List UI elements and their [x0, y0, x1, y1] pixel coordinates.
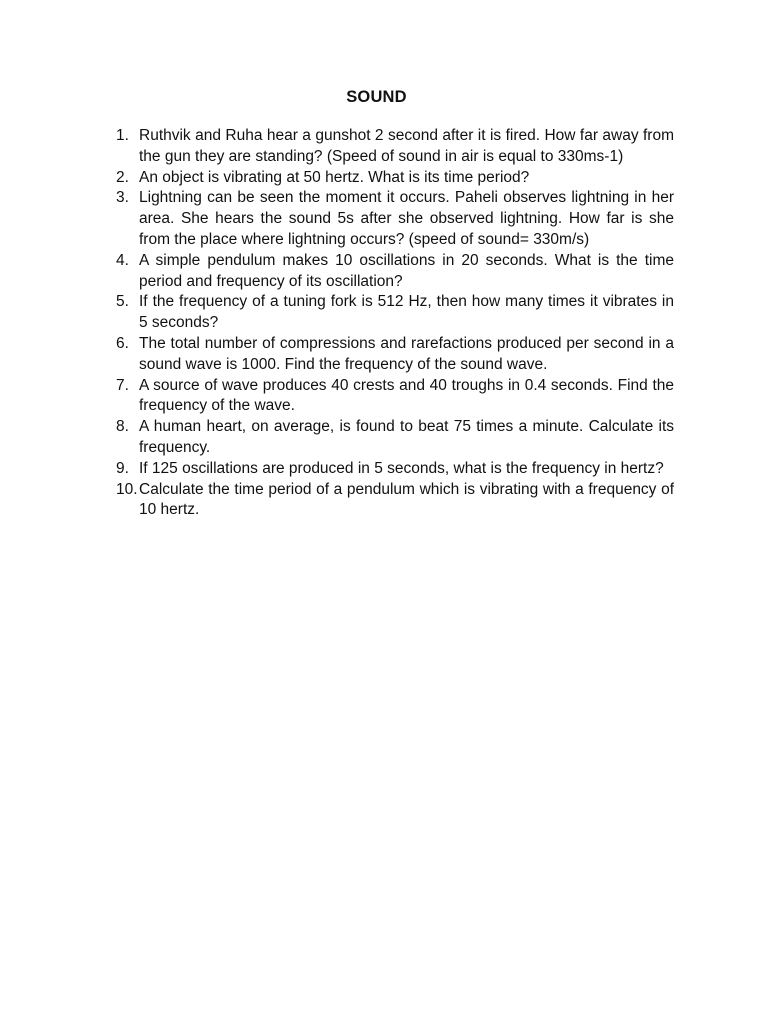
question-item	[112, 126, 674, 168]
question-number: 5.	[116, 293, 129, 311]
question-item	[112, 480, 674, 522]
question-text: If 125 oscillations are produced in 5 seconds, what is the frequency in hertz?	[139, 459, 664, 477]
question-text: A source of wave produces 40 crests and 40 troughs in 0.4 seconds. Find the frequency of the wave.	[139, 376, 674, 415]
question-item	[112, 168, 674, 189]
question-number: 6.	[116, 334, 129, 352]
question-item	[112, 459, 674, 480]
page-title: SOUND	[346, 88, 407, 106]
question-text: A human heart, on average, is found to beat 75 times a minute. Calculate its frequency.	[139, 418, 674, 456]
question-number: 1.	[116, 127, 129, 144]
question-text: The total number of compressions and rarefactions produced per second in a sound wave is 1000. Find the frequency of the sound wave.	[139, 334, 674, 373]
question-text: A simple pendulum makes 10 oscillations in 20 seconds. What is the time period and frequency of its oscillation?	[139, 251, 674, 290]
question-text: Lightning can be seen the moment it occurs. Paheli observes lightning in her area. She hears the sound 5s after she observed lightning. How far is she from the place where lightning occurs? (speed of sound= 330m/s)	[139, 189, 674, 248]
question-item	[112, 417, 674, 459]
question-number: 7.	[116, 376, 129, 394]
question-number: 10.	[116, 480, 138, 498]
question-item	[112, 376, 674, 418]
question-item	[112, 251, 674, 293]
question-text: An object is vibrating at 50 hertz. What is its time period?	[139, 168, 530, 186]
question-number: 9.	[116, 459, 129, 477]
question-text: Ruthvik and Ruha hear a gunshot 2 second after it is fired. How far away from the gun they are standing? (Speed of sound in air is equal to 330ms-1)	[139, 127, 674, 165]
question-text: Calculate the time period of a pendulum which is vibrating with a frequency of 10 hertz.	[139, 480, 674, 519]
question-list	[112, 126, 674, 521]
question-item	[112, 334, 674, 376]
question-item	[112, 292, 674, 334]
question-number: 4.	[116, 251, 129, 269]
question-number: 8.	[116, 418, 129, 436]
question-item	[112, 188, 674, 250]
question-number: 2.	[116, 168, 129, 186]
question-text: If the frequency of a tuning fork is 512 Hz, then how many times it vibrates in 5 seconds?	[139, 293, 674, 332]
question-number: 3.	[116, 189, 129, 207]
